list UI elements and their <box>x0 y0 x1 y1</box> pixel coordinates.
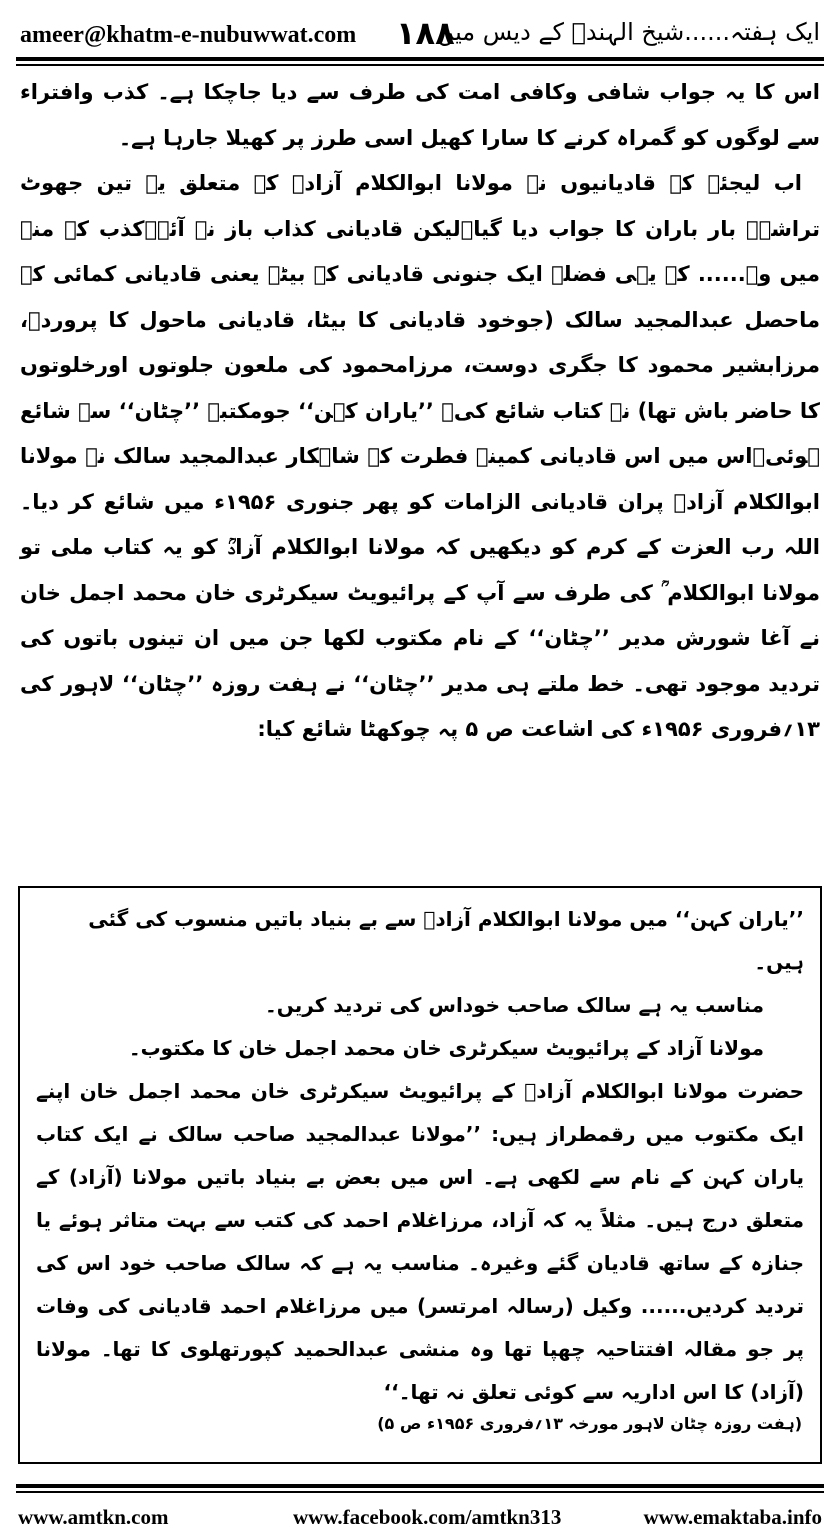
page-number: ۱۸۸ <box>396 14 455 52</box>
quote-source: (ہفت روزہ چٹان لاہور مورخہ ۱۳؍فروری ۱۹۵۶ء ص ۵) <box>377 1414 802 1433</box>
header-rule-thin <box>16 64 824 66</box>
footer-rule-thin <box>16 1491 824 1493</box>
footer-link-facebook[interactable]: www.facebook.com/amtkn313 <box>293 1505 562 1529</box>
footer-link-emaktaba[interactable]: www.emaktaba.info <box>643 1505 822 1529</box>
quote-body: حضرت مولانا ابوالکلام آزادؒ کے پرائیویٹ سیکرٹری خان محمد اجمل خان اپنے ایک مکتوب میں رقمطراز ہیں: ’’مولانا عبدالمجید صاحب سالک نے ایک کتاب یاران کہن کے نام سے لکھی ہے۔ اس میں بعض بے بنیاد باتیں مولانا (آزاد) کے متعلق درج ہیں۔ مثلاً یہ کہ آزاد، مرزاغلام احمد کی کتب سے بہت متاثر ہوئے یا جنازہ کے ساتھ قادیان گئے وغیرہ۔ مناسب یہ ہے کہ سالک صاحب خود اس کی تردید کردیں...... وکیل (رسالہ امرتسر) میں مرزاغلام احمد قادیانی کی وفات پر جو مقالہ افتتاحیہ چھپا تھا وہ منشی عبدالحمید کپورتھلوی کا تھا۔ مولانا (آزاد) کا اس اداریہ سے کوئی تعلق نہ تھا۔‘‘ <box>36 1079 804 1404</box>
footer-rule-thick <box>16 1484 824 1488</box>
quote-line-2: مناسب یہ ہے سالک صاحب خوداس کی تردید کریں۔ <box>265 993 764 1017</box>
quote-box <box>18 886 822 1464</box>
paragraph-1: اس کا یہ جواب شافی وکافی امت کی طرف سے دیا جاچکا ہے۔ کذب وافتراء سے لوگوں کو گمراہ کرنے کا سارا کھیل اسی طرز پر کھیلا جارہا ہے۔ <box>20 80 820 150</box>
quote-line-3: مولانا آزاد کے پرائیویٹ سیکرٹری خان محمد اجمل خان کا مکتوب۔ <box>128 1036 764 1060</box>
page-footer <box>18 1505 822 1535</box>
running-title: ایک ہفتہ......شیخ الہندؒ کے دیس میں <box>436 18 820 46</box>
header-rule-thick <box>16 57 824 61</box>
footer-link-amtkn[interactable]: www.amtkn.com <box>18 1505 169 1529</box>
main-text <box>20 70 820 753</box>
paragraph-2: اب لیجئے کہ قادیانیوں نے مولانا ابوالکلام آزادؒ کے متعلق یہ تین جھوٹ تراشے۔ بار باران کا جواب دیا گیا۔لیکن قادیانی کذاب باز نہ آئے۔کذب کے منہ میں وہ...... کہ یہی فضلہ ایک جنونی قادیانی کے بیٹے یعنی قادیانی کمائی کے ماحصل عبدالمجید سالک (جوخود قادیانی کا بیٹا، قادیانی ماحول کا پروردہ، مرزابشیر محمود کا جگری دوست، مرزامحمود کی ملعون جلوتوں اورخلوتوں کا حاضر باش تھا) نے کتاب شائع کی۔ ’’یاران کہن‘‘ جومکتبہ ’’چٹان‘‘ سے شائع ہوئی۔اس میں اس قادیانی کمینہ فطرت کے شاہکار عبدالمجید سالک نے مولانا ابوالکلام آزادؒ پران قادیانی الزامات کو پھر جنوری ۱۹۵۶ء میں شائع کر دیا۔ اللہ رب العزت کے کرم کو دیکھیں کہ مولانا ابوالکلام آزادؒ کو یہ کتاب ملی تو مولانا ابوالکلام ؒ کی طرف سے آپ کے پرائیویٹ سیکرٹری خان محمد اجمل خان نے آغا شورش مدیر ’’چٹان‘‘ کے نام مکتوب لکھا جن میں ان تینوں باتوں کی تردید موجود تھی۔ خط ملتے ہی مدیر ’’چٹان‘‘ نے ہفت روزہ ’’چٹان‘‘ لاہور کی ۱۳؍فروری ۱۹۵۶ء کی اشاعت ص ۵ پہ چوکھٹا شائع کیا: <box>20 171 820 741</box>
quote-line-1: ’’یاران کہن‘‘ میں مولانا ابوالکلام آزادؒ سے بے بنیاد باتیں منسوب کی گئی ہیں۔ <box>88 907 804 974</box>
header-email: ameer@khatm-e-nubuwwat.com <box>20 22 357 48</box>
page-header <box>18 14 822 54</box>
